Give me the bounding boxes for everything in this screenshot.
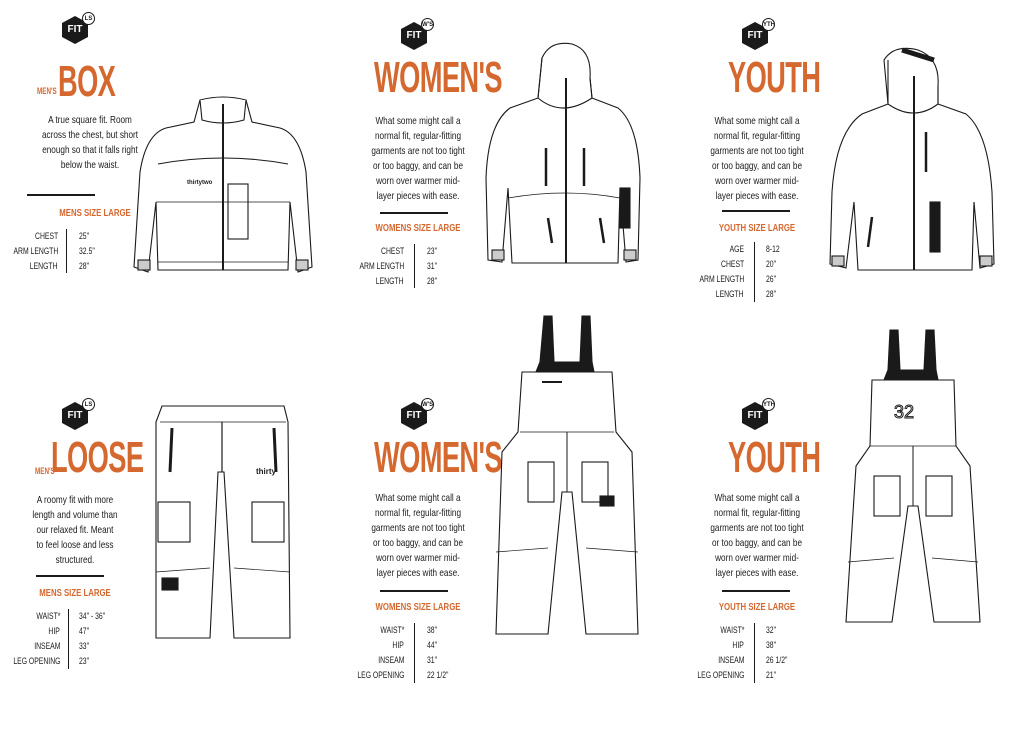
fit-badge [62, 16, 93, 44]
fit-code: W'S [421, 18, 434, 31]
fit-badge [401, 402, 434, 430]
spec-labels: AGE CHEST ARM LENGTH LENGTH [699, 244, 744, 300]
fit-label: FIT [747, 410, 763, 421]
spec-labels: CHEST ARM LENGTH LENGTH [13, 231, 58, 272]
brand-mark: 32 [894, 402, 915, 422]
fit-badge [742, 22, 775, 50]
size-title: YOUTH SIZE LARGE [718, 223, 796, 234]
fit-title: LOOSE [51, 433, 144, 482]
divider [722, 210, 790, 212]
fit-description: What some might call a normal fit, regular-fitting garments are not too tight or too baggy, and can be worn over warmer mid- layer pieces with ease. [371, 492, 465, 579]
spec-values: 38" 44" 31" 22 1/2" [427, 625, 449, 681]
spec-divider [414, 623, 415, 683]
divider [27, 194, 95, 196]
youth-jacket-illustration [822, 42, 1000, 276]
box-jacket-illustration [130, 92, 316, 282]
fit-description: A true square fit. Room across the chest, but short enough so that it falls right below the waist. [41, 114, 139, 171]
fit-title: BOX [58, 57, 116, 106]
fit-code: LS [82, 12, 95, 25]
fit-description: What some might call a normal fit, regular-fitting garments are not too tight or too baggy, and can be worn over warmer mid- layer pieces with ease. [710, 115, 804, 202]
spec-values: 25" 32.5" 28" [79, 231, 95, 272]
womens-jacket-illustration [480, 38, 645, 270]
brand-wordmark: thirty [256, 467, 276, 476]
size-title: WOMENS SIZE LARGE [375, 602, 461, 613]
spec-values: 34" - 36" 47" 33" 23" [79, 611, 106, 667]
loose-pants-illustration [152, 402, 292, 646]
divider [722, 590, 790, 592]
youth-bib-illustration [838, 326, 988, 630]
spec-divider [754, 242, 755, 302]
fit-title: YOUTH [728, 53, 821, 102]
divider [380, 212, 448, 214]
spec-divider [66, 229, 67, 273]
fit-badge [742, 402, 775, 430]
fit-title: YOUTH [728, 433, 821, 482]
mens-prefix: MEN'S [37, 86, 57, 96]
spec-values: 32" 38" 26 1/2" 21" [766, 625, 788, 681]
fit-label: FIT [406, 410, 422, 421]
fit-label: FIT [747, 30, 763, 41]
mens-prefix: MEN'S [35, 466, 55, 476]
fit-code: YTH [762, 18, 775, 31]
fit-description: What some might call a normal fit, regular-fitting garments are not too tight or too baggy, and can be worn over warmer mid- layer pieces with ease. [371, 115, 465, 202]
size-title: MENS SIZE LARGE [59, 208, 131, 219]
spec-labels: WAIST* HIP INSEAM LEG OPENING [356, 625, 404, 681]
fit-code: YTH [762, 398, 775, 411]
spec-labels: WAIST* HIP INSEAM LEG OPENING [12, 611, 60, 667]
brand-wordmark: thirtytwo [187, 180, 213, 186]
fit-title: WOMEN'S [374, 433, 502, 482]
spec-divider [754, 623, 755, 683]
fit-label: FIT [67, 410, 83, 421]
fit-description: What some might call a normal fit, regular-fitting garments are not too tight or too baggy, and can be worn over warmer mid- layer pieces with ease. [710, 492, 804, 579]
divider [36, 575, 104, 577]
fit-label: FIT [67, 24, 83, 35]
spec-values: 23" 31" 28" [427, 246, 438, 287]
size-title: YOUTH SIZE LARGE [718, 602, 796, 613]
fit-description: A roomy fit with more length and volume than our relaxed fit. Meant to feel loose and less structured. [32, 494, 118, 566]
size-title: WOMENS SIZE LARGE [375, 223, 461, 234]
spec-values: 8-12 20" 26" 28" [766, 244, 780, 300]
size-title: MENS SIZE LARGE [39, 588, 111, 599]
spec-labels: CHEST ARM LENGTH LENGTH [359, 246, 404, 287]
womens-bib-illustration [492, 312, 642, 644]
fit-badge [62, 402, 93, 430]
fit-code: LS [82, 398, 95, 411]
fit-code: W'S [421, 398, 434, 411]
fit-title: WOMEN'S [374, 53, 502, 102]
spec-divider [68, 609, 69, 669]
spec-divider [414, 244, 415, 288]
fit-label: FIT [406, 30, 422, 41]
fit-badge [401, 22, 434, 50]
divider [380, 590, 448, 592]
spec-labels: WAIST* HIP INSEAM LEG OPENING [696, 625, 744, 681]
